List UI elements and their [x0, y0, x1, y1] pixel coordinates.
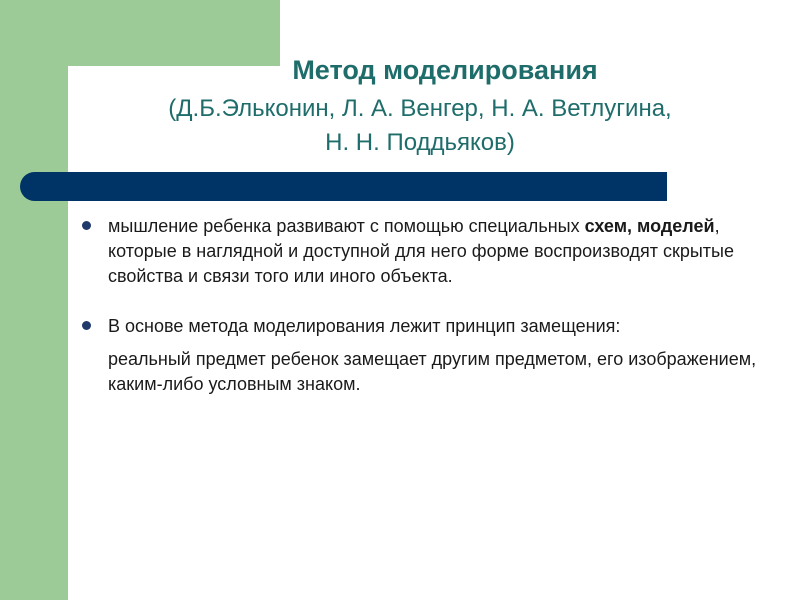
bullet-icon — [82, 221, 91, 230]
bullet-item — [80, 214, 760, 289]
green-side-strip — [0, 0, 68, 600]
bullet-item — [80, 314, 760, 339]
bullet-text: В основе метода моделирования лежит принцип замещения: — [108, 316, 621, 336]
title-authors-line1: (Д.Б.Эльконин, Л. А. Венгер, Н. А. Ветлугина, — [168, 95, 672, 122]
sub-paragraph: реальный предмет ребенок замещает другим предметом, его изображением, каким-либо условным знаком. — [108, 349, 757, 394]
bullet-text-part: мышление ребенка развивают с помощью специальных — [108, 216, 585, 236]
bullet-text-bold: схем, моделей — [584, 216, 715, 236]
bullet-text-part: , которые в наглядной и доступной для него форме воспроизводят скрытые свойства и связи того или иного объекта. — [108, 216, 734, 286]
bullet-icon — [82, 321, 91, 330]
title-authors-line2: Н. Н. Поддьяков) — [325, 129, 515, 156]
title-main: Метод моделирования — [292, 55, 598, 85]
slide-title — [70, 50, 770, 160]
divider-bar — [20, 172, 667, 201]
content-body — [80, 214, 760, 397]
